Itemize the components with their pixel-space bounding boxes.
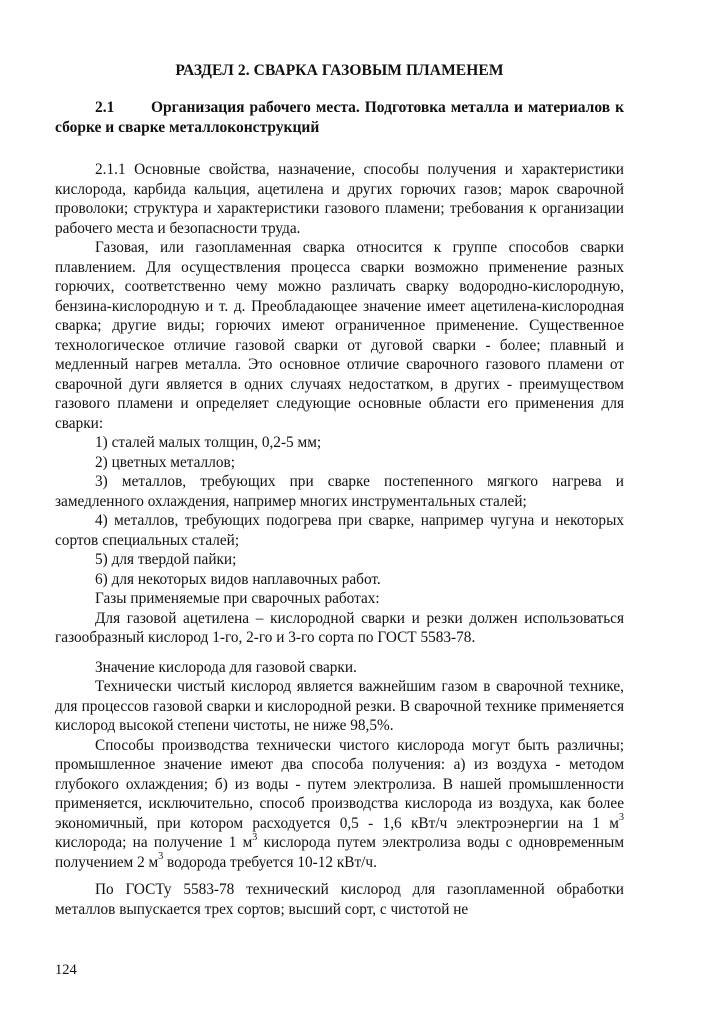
production-methods-paragraph: Способы производства технически чистого кислорода могут быть различны; промышленное значение имеют два способа получения: а) из воздуха - методом глубокого охлаждения; б) из воды - путем электролиза. В нашей промышленности применяется, исключительно, способ производства кислорода из воздуха, как более экономичный, при котором расходуется 0,5 - 1,6 кВт/ч электроэнергии на 1 $м^3$ кислорода; на получение 1 $м^3$ кислорода путем электролиза воды с одновременным получением 2 $м^3$ водорода требуется 10-12 кВт/ч.: [55, 736, 625, 871]
gases-paragraph: Для газовой ацетилена – кислородной сварки и резки должен использоваться газообразный кислород 1-го, 2-го и 3-го сорта по ГОСТ 5583-78.: [55, 609, 624, 646]
subsection-number: 2.1: [95, 99, 115, 116]
superscript: 3: [619, 812, 624, 824]
page-number: 124: [55, 962, 77, 978]
list-item: 1) сталей малых толщин, 0,2-5 мм;: [95, 434, 322, 451]
subsection-title: Организация рабочего места. Подготовка металла и материалов к сборке и сварке металлоконструкций: [55, 99, 624, 136]
list-item: 4) металлов, требующих подогрева при сварке, например чугуна и некоторых сортов специальных сталей;: [55, 512, 624, 549]
welding-paragraph: Газовая, или газопламенная сварка относится к группе способов сварки плавлением. Для осуществления процесса сварки возможно применение разных горючих, соответственно чему можно различать сварку водородно-кислородную, бензина-кислородную и т. д. Преобладающее значение имеет ацетилена-кислородная сварка; другие виды; горючих имеют ограниченное применение. Существенное технологическое отличие газовой сварки от дуговой сварки - более; плавный и медленный нагрев металла. Это основное отличие сварочного газового пламени от сварочной дуги является в одних случаях недостатком, в других - преимуществом газового пламени и определяет следующие основные области его применения для сварки:: [55, 239, 624, 432]
intro-paragraph: 2.1.1 Основные свойства, назначение, способы получения и характеристики кислорода, карбида кальция, ацетилена и других горючих газов; марок сварочной проволоки; структура и характеристики газового пламени; требования к организации рабочего места и безопасности труда.: [55, 161, 624, 237]
section-title: РАЗДЕЛ 2. СВАРКА ГАЗОВЫМ ПЛАМЕНЕМ: [175, 62, 504, 79]
gost-paragraph: По ГОСТу 5583-78 технический кислород для газопламенной обработки металлов выпускается трех сортов; высший сорт, с чистотой не: [55, 881, 624, 918]
list-item: 2) цветных металлов;: [95, 453, 235, 471]
superscript: 3: [158, 851, 164, 863]
oxygen-heading: Значение кислорода для газовой сварки.: [95, 658, 357, 676]
list-item: 3) металлов, требующих при сварке постепенного мягкого нагрева и замедленного охлаждения, например многих инструментальных сталей;: [55, 473, 624, 510]
gases-heading: Газы применяемые при сварочных работах:: [95, 590, 380, 607]
list-item: 5) для твердой пайки;: [95, 551, 237, 568]
subsection-heading: [55, 98, 624, 138]
list-item: 6) для некоторых видов наплавочных работ.: [95, 570, 381, 588]
oxygen-paragraph: Технически чистый кислород является важнейшим газом в сварочной технике, для процессов газовой сварки и кислородной резки. В сварочной технике применяется кислород высокой степени чистоты, не ниже 98,5%.: [55, 678, 624, 734]
superscript: 3: [252, 831, 258, 843]
